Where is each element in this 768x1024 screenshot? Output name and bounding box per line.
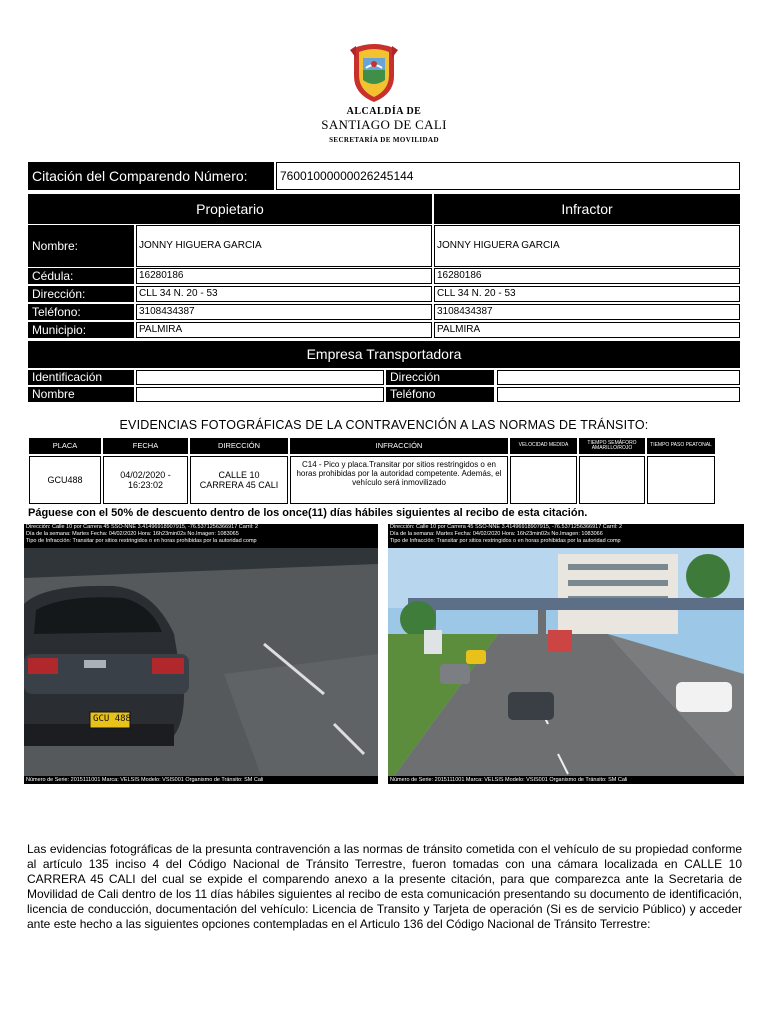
photo-1-caption-line2: Día de la semana: Martes Fecha: 04/02/2020 Hora: 16h23min02s No.Imagen: 1083065 xyxy=(26,531,239,537)
evidence-title: EVIDENCIAS FOTOGRÁFICAS DE LA CONTRAVENCIÓN A LAS NORMAS DE TRÁNSITO: xyxy=(119,418,649,432)
discount-notice: Páguese con el 50% de descuento dentro de los once(11) días hábiles siguientes al recibo de esta citación. xyxy=(28,507,588,519)
cell-pedestrian-time xyxy=(647,456,715,504)
company-address-label: Dirección xyxy=(386,370,494,385)
cell-speed xyxy=(510,456,577,504)
license-plate-text: GCU 488 xyxy=(93,714,131,724)
company-id-label: Identificación xyxy=(28,370,134,385)
company-id-value xyxy=(136,370,384,385)
offender-id-number: 16280186 xyxy=(434,268,740,284)
org-name-line1: ALCALDÍA DE xyxy=(346,106,422,117)
photo-2-caption-line2: Día de la semana: Martes Fecha: 04/02/2020 Hora: 16h23min02s No.Imagen: 1083066 xyxy=(390,531,603,537)
col-header-plate: PLACA xyxy=(29,438,101,454)
photo-1-caption-line3: Tipo de Infracción: Transitar por sitios restringidos o en horas prohibidas por la autoridad comp xyxy=(26,538,257,544)
offender-address: CLL 34 N. 20 - 53 xyxy=(434,286,740,302)
photo-2-caption-line1: Dirección: Calle 10 por Carrera 45 SSO-NNE 3.4149691890791​5, -76.5371256366917 Carril: 2 xyxy=(390,524,623,530)
company-name-value xyxy=(136,387,384,402)
name-label: Nombre: xyxy=(28,225,134,267)
owner-phone: 3108434387 xyxy=(136,304,432,320)
org-department: SECRETARÍA DE MOVILIDAD xyxy=(329,136,439,144)
company-name-label: Nombre xyxy=(28,387,134,402)
offender-name: JONNY HIGUERA GARCIA xyxy=(434,225,740,267)
car-rear-photo-image xyxy=(24,524,378,784)
col-header-address: DIRECCIÓN xyxy=(190,438,288,454)
org-name-line2: SANTIAGO DE CALI xyxy=(321,117,447,132)
cell-date: 04/02/2020 - 16:23:02 xyxy=(103,456,188,504)
municipality-label: Municipio: xyxy=(28,322,134,338)
street-scene-photo-image xyxy=(388,524,744,784)
legal-paragraph: Las evidencias fotográficas de la presunta contravención a las normas de tránsito cometida con el vehículo de su propiedad conforme al artículo 135 inciso 4 del Código Nacional de Tránsito Terrestre, fueron tomadas con una cámara localizada en CALLE 10 CARRERA 45 CALI del cual se expide el comparendo anexo a la presente citación, para que comparezca ante la Secretaria de Movilidad de Cali dentro de los 11 días hábiles siguientes al recibo de esta comunicación presentando su documento de identificación, licencia de conducción, documentación del vehículo: Licencia de Transito y Tarjeta de operación (Si es de servicio Público) y acceder ante este hecho a las siguientes opciones contempladas en el Articulo 136 del Código Nacional de Tránsito Terrestre: xyxy=(27,842,742,931)
cell-traffic-light-time xyxy=(579,456,645,504)
col-header-date: FECHA xyxy=(103,438,188,454)
owner-name: JONNY HIGUERA GARCIA xyxy=(136,225,432,267)
owner-id-number: 16280186 xyxy=(136,268,432,284)
address-label: Dirección: xyxy=(28,286,134,302)
evidence-photo-1 xyxy=(24,524,378,784)
owner-header: Propietario xyxy=(28,194,432,224)
id-number-label: Cédula: xyxy=(28,268,134,284)
evidence-photo-2 xyxy=(388,524,744,784)
photo-1-caption-line1: Dirección: Calle 10 por Carrera 45 SSO-NNE 3.4149691890791​5, -76.5371256366917 Carril: 2 xyxy=(26,524,259,530)
offender-municipality: PALMIRA xyxy=(434,322,740,338)
company-address-value xyxy=(497,370,740,385)
company-phone-value xyxy=(497,387,740,402)
phone-label: Teléfono: xyxy=(28,304,134,320)
photo-2-caption-line3: Tipo de Infracción: Transitar por sitios restringidos o en horas prohibidas por la autoridad comp xyxy=(390,538,621,544)
company-header: Empresa Transportadora xyxy=(28,341,740,368)
cell-plate: GCU488 xyxy=(29,456,101,504)
col-header-traffic-light-time: TIEMPO SEMÁFORO AMARILLO/ROJO xyxy=(579,438,645,454)
photo-2-caption xyxy=(388,524,744,548)
offender-phone: 3108434387 xyxy=(434,304,740,320)
photo-1-footer: Número de Serie: 2015111001 Marca: VELSIS Modelo: VSIS001 Organismo de Tránsito: SM Cali xyxy=(24,776,378,784)
cell-infraction: C14 - Pico y placa.Transitar por sitios restringidos o en horas prohibidas por la autoridad competente. Además, el vehículo será inmovilizado xyxy=(290,456,508,504)
photo-1-caption xyxy=(24,524,378,548)
cell-address: CALLE 10 CARRERA 45 CALI xyxy=(190,456,288,504)
cali-coat-of-arms-logo xyxy=(346,42,402,104)
photo-2-footer: Número de Serie: 2015111001 Marca: VELSIS Modelo: VSIS001 Organismo de Tránsito: SM Cali xyxy=(388,776,744,784)
owner-address: CLL 34 N. 20 - 53 xyxy=(136,286,432,302)
citation-number-label: Citación del Comparendo Número: xyxy=(28,162,274,190)
citation-number-value: 76001000000026245144 xyxy=(276,162,740,190)
owner-municipality: PALMIRA xyxy=(136,322,432,338)
col-header-infraction: INFRACCIÓN xyxy=(290,438,508,454)
company-phone-label: Teléfono xyxy=(386,387,494,402)
col-header-speed: VELOCIDAD MEDIDA xyxy=(510,438,577,454)
offender-header: Infractor xyxy=(434,194,740,224)
col-header-pedestrian-time: TIEMPO PASO PEATONAL xyxy=(647,438,715,454)
